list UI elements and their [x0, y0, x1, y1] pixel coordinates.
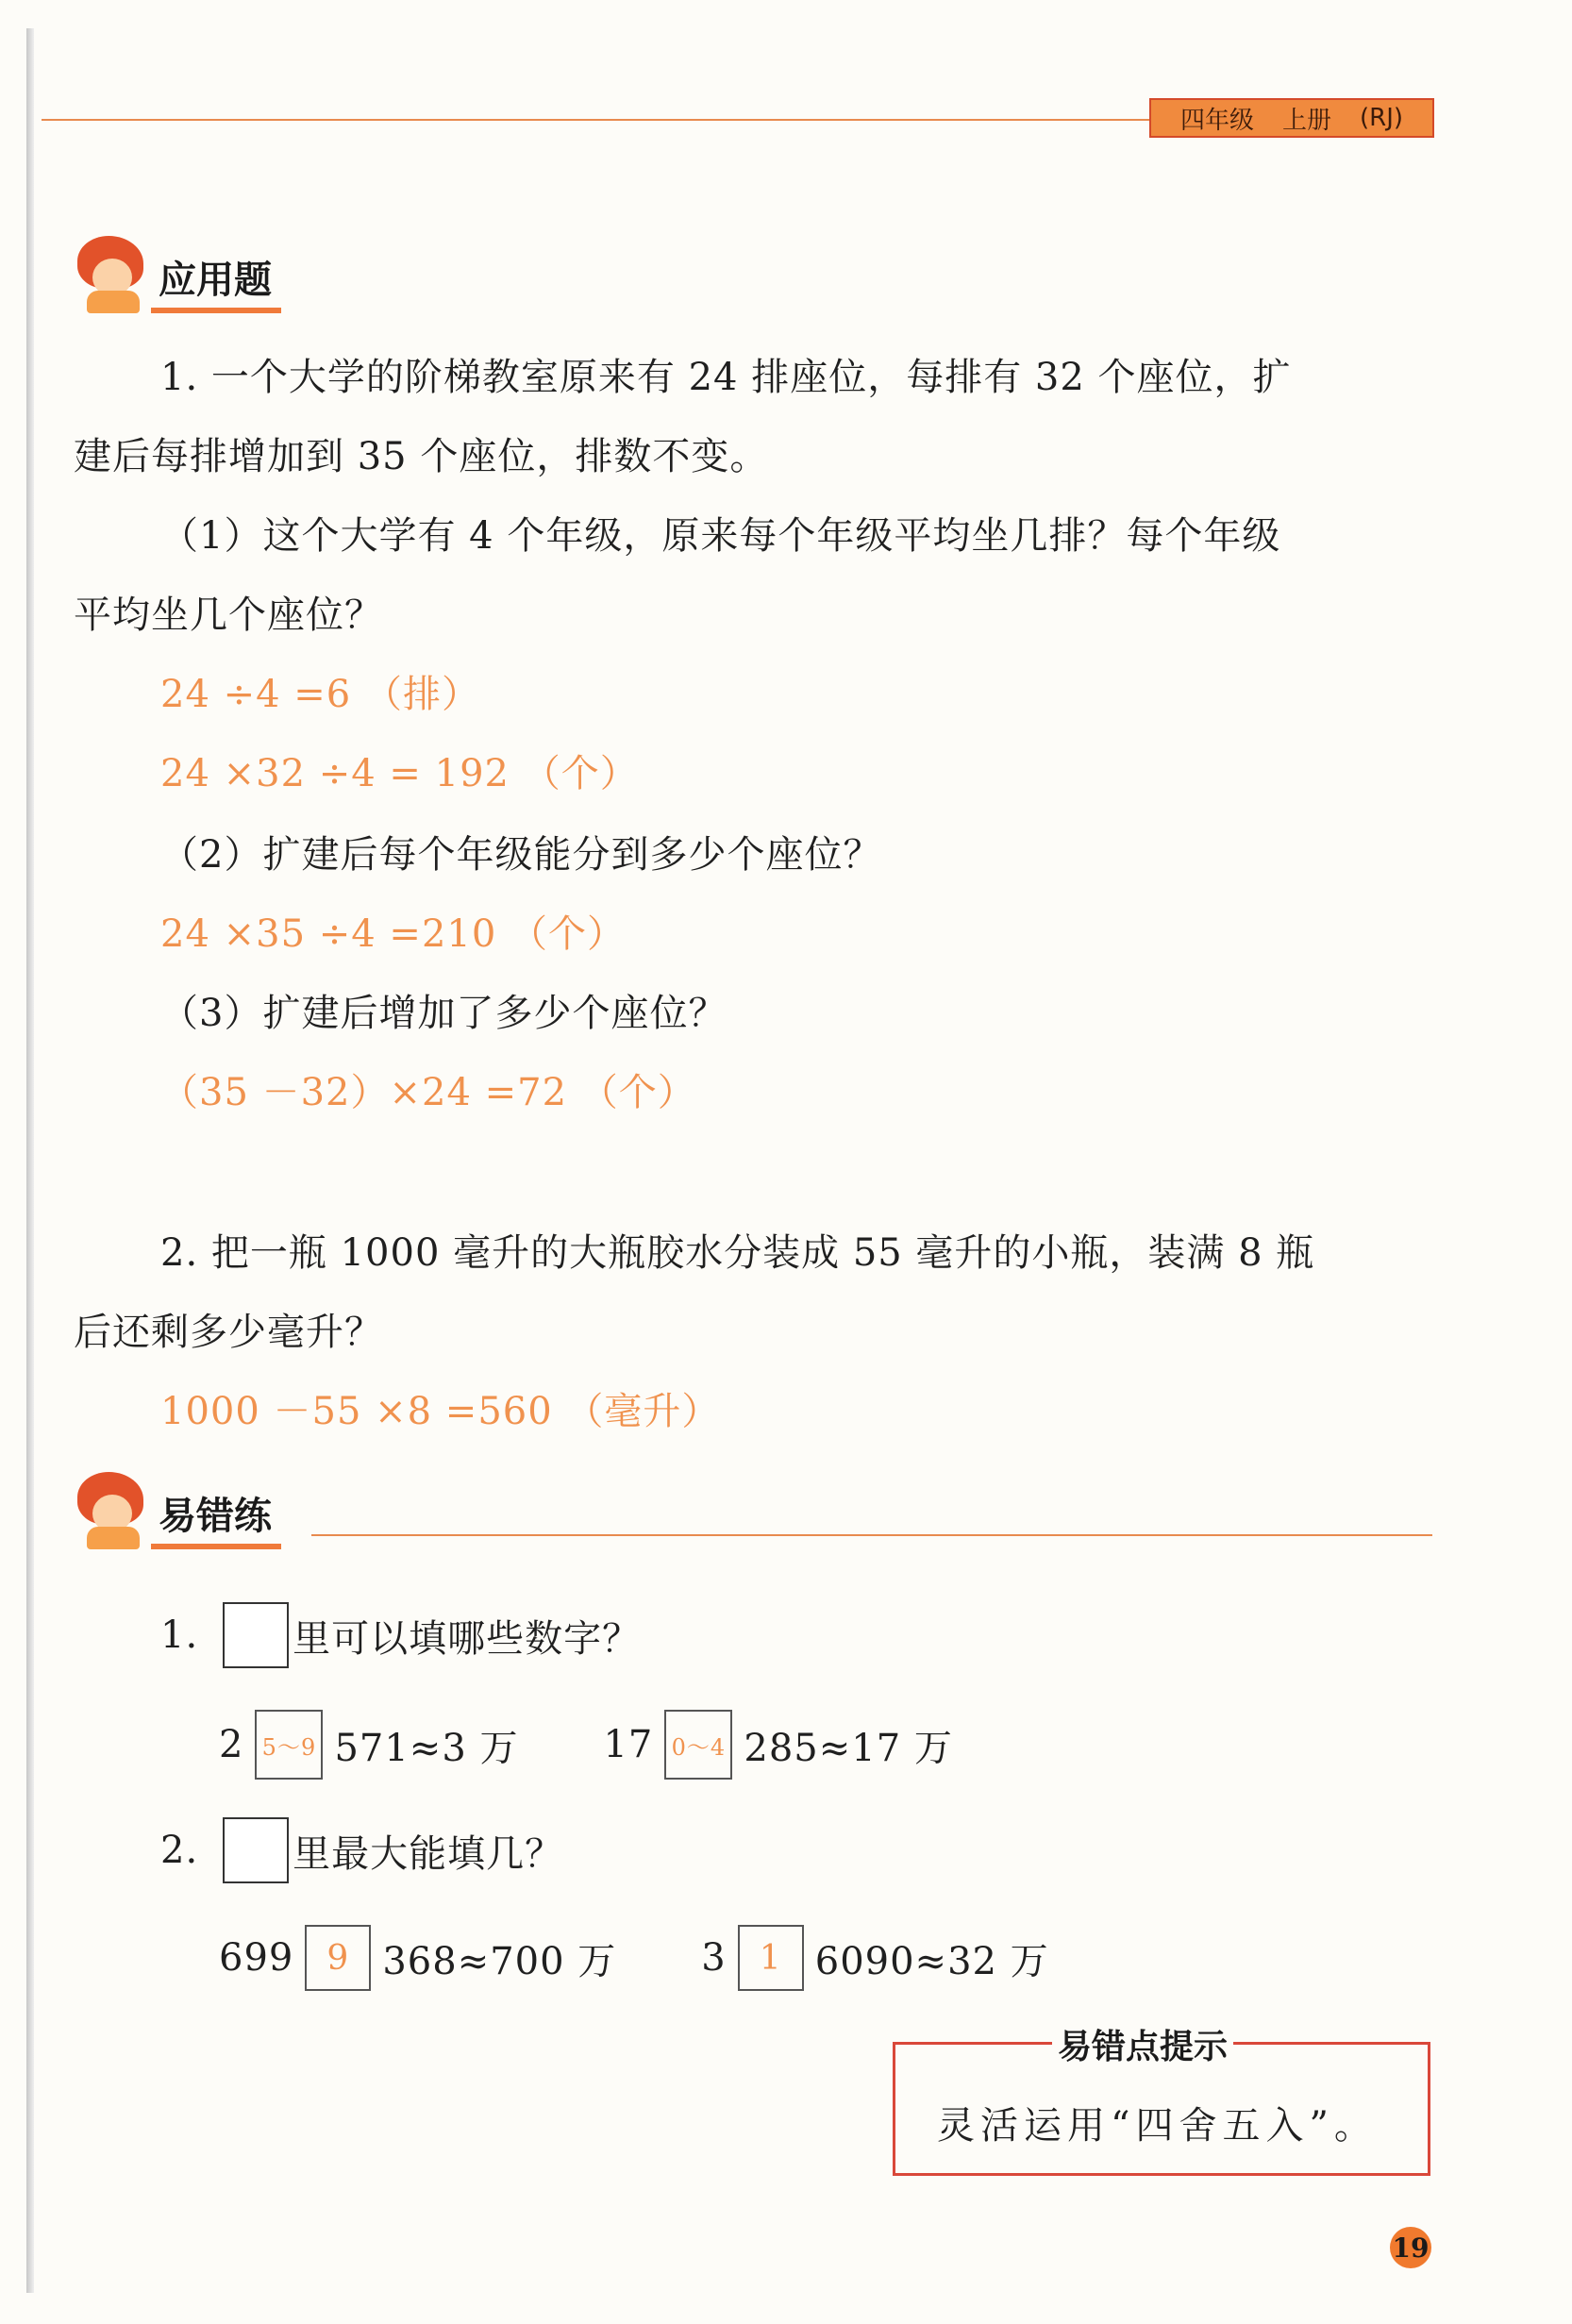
ep-q1-e2-before: 17 — [603, 1723, 654, 1766]
edition-label: (RJ) — [1360, 104, 1404, 132]
section-title: 易错练 — [151, 1486, 281, 1549]
ep-q2-examples — [219, 1925, 1049, 1991]
q1-stem-line2: 建后每排增加到 35 个座位，排数不变。 — [74, 435, 769, 478]
blank-box — [223, 1817, 289, 1883]
q2-stem-line1: 2. 把一瓶 1000 毫升的大瓶胶水分装成 55 毫升的小瓶，装满 8 瓶 — [160, 1231, 1315, 1275]
answer-box: 0～4 — [664, 1710, 732, 1780]
q1-answer-3: （35 －32）×24 =72 （个） — [160, 1071, 696, 1114]
mascot-icon — [72, 1472, 147, 1549]
hint-text: 灵活运用“四舍五入”。 — [937, 2104, 1378, 2148]
grade-tab — [1149, 98, 1434, 138]
ep-q1-e1-after: 571≈3 万 — [334, 1726, 519, 1770]
ep-q2-prompt-row — [160, 1817, 563, 1883]
page-number: 19 — [1390, 2227, 1431, 2268]
ep-q1-prompt: 里可以填哪些数字？ — [293, 1616, 642, 1661]
hint-box — [893, 2028, 1430, 2176]
ep-q1-e2-after: 285≈17 万 — [744, 1726, 953, 1770]
q1-sub1-line2: 平均坐几个座位？ — [74, 594, 383, 637]
ep-q1-number: 1. — [160, 1613, 199, 1657]
volume-label: 上册 — [1281, 106, 1331, 135]
q1-answer-2: 24 ×35 ÷4 =210 （个） — [160, 912, 626, 956]
q1-sub3: （3）扩建后增加了多少个座位？ — [160, 992, 727, 1035]
mascot-icon — [72, 236, 147, 313]
book-spine-shadow — [26, 28, 34, 2293]
q1-answer-1a: 24 ÷4 =6 （排） — [160, 673, 480, 716]
section-title: 应用题 — [151, 250, 281, 313]
ep-q1-examples — [219, 1710, 953, 1780]
ep-q2-number: 2. — [160, 1829, 199, 1872]
ep-q2-e1-before: 699 — [219, 1936, 294, 1980]
ep-q2-prompt: 里最大能填几？ — [293, 1831, 564, 1876]
q1-stem-line1: 1. 一个大学的阶梯教室原来有 24 排座位，每排有 32 个座位，扩 — [160, 356, 1292, 399]
answer-box: 9 — [305, 1925, 371, 1991]
ep-q2-e2-before: 3 — [701, 1936, 727, 1980]
blank-box — [223, 1602, 289, 1668]
q2-stem-line2: 后还剩多少毫升？ — [74, 1311, 383, 1354]
section-rule — [311, 1534, 1432, 1536]
answer-box: 5～9 — [255, 1710, 323, 1780]
ep-q1-prompt-row — [160, 1602, 641, 1668]
section-header-error-practice — [72, 1472, 281, 1549]
q1-sub1-line1: （1）这个大学有 4 个年级，原来每个年级平均坐几排？每个年级 — [160, 514, 1281, 558]
q1-sub2: （2）扩建后每个年级能分到多少个座位？ — [160, 833, 882, 877]
ep-q2-e1-after: 368≈700 万 — [382, 1939, 617, 1983]
ep-q2-e2-after: 6090≈32 万 — [814, 1939, 1049, 1983]
ep-q1-e1-before: 2 — [219, 1723, 244, 1766]
grade-label: 四年级 — [1179, 106, 1254, 135]
header-rule — [42, 119, 1150, 121]
section-header-applied — [72, 236, 281, 313]
q2-answer: 1000 －55 ×8 =560 （毫升） — [160, 1390, 721, 1433]
answer-box: 1 — [738, 1925, 804, 1991]
hint-title: 易错点提示 — [1052, 2020, 1233, 2068]
q1-answer-1b: 24 ×32 ÷4 = 192 （个） — [160, 752, 639, 795]
